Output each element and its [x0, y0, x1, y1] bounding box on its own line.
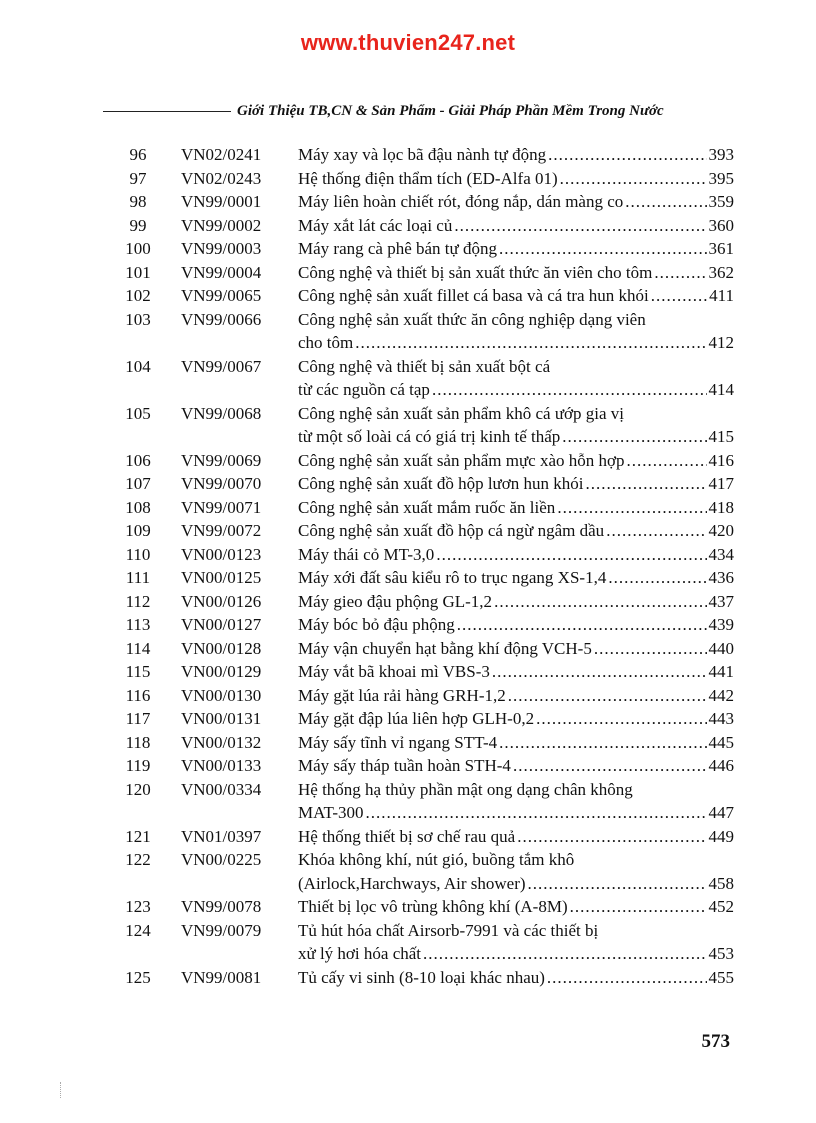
- entry-title-line: [298, 472, 734, 496]
- entry-number: 119: [125, 756, 151, 775]
- entry-title-text: Máy liên hoàn chiết rót, đóng nắp, dán màng co: [298, 192, 624, 211]
- entry-title-text: Công nghệ sản xuất đồ hộp cá ngừ ngâm dầu: [298, 521, 605, 540]
- toc-row: [0, 919, 816, 966]
- entry-page-number: 455: [708, 967, 734, 987]
- toc-row: [0, 778, 816, 825]
- toc-row: [0, 684, 816, 708]
- entry-title-line: [298, 613, 734, 637]
- entry-title-text: Máy sấy tháp tuần hoàn STH-4: [298, 756, 511, 775]
- entry-title: [298, 261, 734, 285]
- entry-page-number: 449: [708, 826, 734, 846]
- entry-title: [298, 895, 734, 919]
- entry-page-number: 436: [708, 568, 734, 587]
- entry-number: 104: [125, 356, 151, 376]
- toc-row: [0, 966, 816, 990]
- toc-row: [0, 848, 816, 895]
- entry-page-number: 441: [708, 662, 734, 681]
- entry-code: VN99/0065: [181, 286, 262, 305]
- entry-title: [298, 402, 734, 449]
- entry-title-line: Công nghệ sản xuất sản phẩm khô cá ướp gia vị: [298, 403, 625, 423]
- dot-leader: [625, 190, 706, 214]
- entry-title: [298, 613, 734, 637]
- dot-leader: [454, 214, 706, 238]
- dot-leader: [457, 613, 707, 637]
- entry-number: 122: [125, 850, 151, 869]
- entry-page-number: 439: [708, 615, 734, 634]
- entry-title-line: [298, 801, 734, 825]
- entry-title-text: Thiết bị lọc vô trùng không khí (A-8M): [298, 897, 568, 916]
- entry-page-number: 416: [708, 450, 734, 470]
- entry-number: 100: [125, 239, 151, 258]
- entry-code: VN99/0079: [181, 920, 262, 940]
- entry-title-line: [298, 825, 734, 849]
- entry-number: 102: [125, 286, 151, 305]
- entry-title-line: [298, 284, 734, 308]
- entry-number: 96: [129, 145, 147, 164]
- entry-title: [298, 919, 734, 966]
- entry-title-text: Máy rang cà phê bán tự động: [298, 239, 497, 258]
- entry-title: [298, 237, 734, 261]
- entry-number: 101: [125, 262, 151, 282]
- entry-title-text: MAT-300: [298, 803, 364, 822]
- entry-title-line: [298, 425, 734, 449]
- entry-code: VN00/0133: [181, 756, 262, 775]
- entry-code: VN00/0334: [181, 779, 262, 799]
- toc-row: [0, 519, 816, 543]
- toc-row: [0, 707, 816, 731]
- entry-page-number: 411: [709, 286, 734, 305]
- entry-number: 99: [129, 215, 147, 235]
- entry-code: VN00/0127: [181, 615, 262, 634]
- entry-code: VN00/0129: [181, 662, 262, 681]
- toc-row: [0, 895, 816, 919]
- entry-code: VN99/0068: [181, 403, 262, 423]
- entry-code: VN99/0003: [181, 239, 262, 258]
- entry-title-text: từ một số loài cá có giá trị kinh tế thấp: [298, 427, 561, 446]
- dot-leader: [499, 237, 707, 261]
- toc-row: [0, 637, 816, 661]
- entry-title-text: Công nghệ sản xuất fillet cá basa và cá tra hun khói: [298, 286, 649, 305]
- dot-leader: [606, 519, 706, 543]
- dot-leader: [508, 684, 707, 708]
- dot-leader: [536, 707, 706, 731]
- toc-row: [0, 660, 816, 684]
- entry-title: [298, 966, 734, 990]
- entry-title-line: [298, 660, 734, 684]
- entry-title-text: Công nghệ sản xuất đồ hộp lươn hun khói: [298, 474, 584, 493]
- toc-row: [0, 825, 816, 849]
- entry-number: 118: [125, 732, 151, 752]
- entry-title: [298, 496, 734, 520]
- dot-leader: [651, 284, 707, 308]
- toc-row: [0, 754, 816, 778]
- header-rule: [103, 111, 231, 112]
- entry-title-text: Máy gặt lúa rải hàng GRH-1,2: [298, 685, 506, 705]
- toc-row: [0, 355, 816, 402]
- dot-leader: [548, 143, 706, 167]
- scan-margin-mark: [60, 1082, 63, 1098]
- entry-page-number: 417: [708, 474, 734, 493]
- entry-title: [298, 355, 734, 402]
- entry-title: [298, 143, 734, 167]
- entry-number: 109: [125, 521, 151, 540]
- entry-code: VN99/0070: [181, 474, 262, 493]
- dot-leader: [570, 895, 707, 919]
- entry-code: VN02/0243: [181, 168, 262, 188]
- entry-title-text: Công nghệ sản xuất mắm ruốc ăn liền: [298, 497, 556, 517]
- entry-page-number: 418: [708, 497, 734, 517]
- entry-title-line: Công nghệ và thiết bị sản xuất bột cá: [298, 356, 551, 376]
- entry-title-text: Hệ thống điện thẩm tích (ED-Alfa 01): [298, 168, 558, 188]
- entry-code: VN99/0067: [181, 356, 262, 376]
- entry-title-line: [298, 684, 734, 708]
- entry-number: 103: [125, 309, 151, 329]
- dot-leader: [585, 472, 706, 496]
- entry-number: 105: [125, 403, 151, 423]
- entry-title-text: Máy bóc bỏ đậu phộng: [298, 615, 455, 634]
- entry-title-line: [298, 261, 734, 285]
- running-header: [103, 102, 816, 126]
- entry-number: 113: [125, 615, 151, 634]
- entry-code: VN00/0131: [181, 709, 262, 728]
- entry-page-number: 453: [708, 944, 734, 963]
- dot-leader: [513, 754, 707, 778]
- entry-title-text: (Airlock,Harchways, Air shower): [298, 873, 526, 893]
- entry-title-line: [298, 167, 734, 191]
- entry-code: VN00/0123: [181, 544, 262, 564]
- entry-title-line: [298, 449, 734, 473]
- entry-title: [298, 519, 734, 543]
- entry-number: 115: [125, 662, 151, 681]
- entry-title-line: [298, 566, 734, 590]
- entry-page-number: 362: [708, 262, 734, 282]
- table-of-contents: [0, 143, 816, 989]
- dot-leader: [560, 167, 707, 191]
- entry-title: [298, 731, 734, 755]
- entry-title-text: Máy vận chuyển hạt bằng khí động VCH-5: [298, 638, 592, 658]
- entry-code: VN02/0241: [181, 145, 262, 164]
- entry-title-line: [298, 731, 734, 755]
- dot-leader: [557, 496, 706, 520]
- entry-code: VN00/0132: [181, 732, 262, 752]
- entry-code: VN00/0225: [181, 850, 262, 869]
- entry-code: VN99/0069: [181, 450, 262, 470]
- entry-page-number: 458: [708, 873, 734, 893]
- toc-row: [0, 167, 816, 191]
- entry-title-line: [298, 190, 734, 214]
- entry-title-text: Máy sấy tĩnh vỉ ngang STT-4: [298, 732, 498, 752]
- entry-title-text: Máy xay và lọc bã đậu nành tự động: [298, 145, 547, 164]
- toc-row: [0, 284, 816, 308]
- entry-page-number: 420: [708, 521, 734, 540]
- entry-title-text: từ các nguồn cá tạp: [298, 380, 430, 399]
- toc-row: [0, 496, 816, 520]
- entry-title-text: Máy gieo đậu phộng GL-1,2: [298, 591, 493, 611]
- entry-number: 117: [125, 709, 151, 728]
- entry-page-number: 415: [708, 427, 734, 446]
- entry-title-line: [298, 496, 734, 520]
- entry-title: [298, 449, 734, 473]
- entry-number: 116: [125, 685, 151, 705]
- entry-code: VN99/0081: [181, 967, 262, 987]
- dot-leader: [355, 331, 706, 355]
- dot-leader: [594, 637, 707, 661]
- entry-title-line: [298, 707, 734, 731]
- entry-title-line: [298, 543, 734, 567]
- entry-code: VN99/0078: [181, 897, 262, 916]
- entry-title-text: Máy thái cỏ MT-3,0: [298, 544, 435, 564]
- dot-leader: [608, 566, 706, 590]
- entry-title-line: [298, 895, 734, 919]
- entry-number: 110: [125, 544, 151, 564]
- entry-number: 120: [125, 779, 151, 799]
- dot-leader: [562, 425, 706, 449]
- dot-leader: [494, 590, 706, 614]
- entry-title-line: [298, 237, 734, 261]
- toc-row: [0, 190, 816, 214]
- entry-title-line: [298, 966, 734, 990]
- toc-row: [0, 472, 816, 496]
- toc-row: [0, 731, 816, 755]
- toc-row: [0, 261, 816, 285]
- toc-row: [0, 308, 816, 355]
- entry-title: [298, 848, 734, 895]
- entry-title: [298, 778, 734, 825]
- entry-title: [298, 284, 734, 308]
- entry-number: 112: [125, 591, 151, 611]
- toc-row: [0, 613, 816, 637]
- entry-number: 111: [125, 568, 151, 587]
- toc-row: [0, 590, 816, 614]
- entry-page-number: 434: [708, 544, 734, 564]
- entry-title-line: [298, 378, 734, 402]
- entry-title-text: Máy vắt bã khoai mì VBS-3: [298, 662, 490, 681]
- toc-row: [0, 543, 816, 567]
- entry-title: [298, 754, 734, 778]
- entry-title-line: [298, 590, 734, 614]
- entry-title-line: [298, 872, 734, 896]
- entry-page-number: 361: [708, 239, 734, 258]
- entry-code: VN99/0004: [181, 262, 262, 282]
- entry-number: 98: [129, 192, 147, 211]
- entry-title: [298, 684, 734, 708]
- entry-title: [298, 472, 734, 496]
- entry-title-line: [298, 214, 734, 238]
- entry-number: 108: [125, 497, 151, 517]
- dot-leader: [366, 801, 707, 825]
- entry-title-text: Hệ thống thiết bị sơ chế rau quả: [298, 826, 516, 846]
- entry-number: 97: [129, 168, 147, 188]
- dot-leader: [517, 825, 706, 849]
- entry-code: VN00/0130: [181, 685, 262, 705]
- toc-row: [0, 143, 816, 167]
- entry-number: 121: [125, 826, 151, 846]
- entry-title-text: xử lý hơi hóa chất: [298, 944, 422, 963]
- toc-row: [0, 449, 816, 473]
- entry-title-line: [298, 331, 734, 355]
- toc-row: [0, 566, 816, 590]
- entry-code: VN99/0066: [181, 309, 262, 329]
- entry-title: [298, 214, 734, 238]
- entry-page-number: 446: [708, 756, 734, 775]
- entry-page-number: 442: [708, 685, 734, 705]
- entry-code: VN99/0002: [181, 215, 262, 235]
- entry-page-number: 360: [708, 215, 734, 235]
- entry-title-line: Công nghệ sản xuất thức ăn công nghiệp dạng viên: [298, 309, 646, 329]
- toc-row: [0, 214, 816, 238]
- entry-title: [298, 190, 734, 214]
- entry-page-number: 359: [708, 192, 734, 211]
- entry-page-number: 447: [708, 803, 734, 822]
- entry-page-number: 393: [708, 145, 734, 164]
- entry-title: [298, 637, 734, 661]
- entry-number: 124: [125, 920, 151, 940]
- entry-title-line: [298, 519, 734, 543]
- entry-page-number: 414: [708, 380, 734, 399]
- entry-code: VN99/0001: [181, 192, 262, 211]
- entry-number: 114: [125, 638, 151, 658]
- entry-page-number: 440: [708, 638, 734, 658]
- entry-title-text: Máy gặt đập lúa liên hợp GLH-0,2: [298, 709, 535, 728]
- entry-title-text: Công nghệ sản xuất sản phẩm mực xào hỗn hợp: [298, 450, 625, 470]
- entry-number: 106: [125, 450, 151, 470]
- page-number: 573: [701, 1031, 730, 1052]
- entry-title: [298, 543, 734, 567]
- entry-page-number: 437: [708, 591, 734, 611]
- entry-title-line: Tủ hút hóa chất Airsorb-7991 và các thiết bị: [298, 920, 599, 940]
- entry-title-line: [298, 143, 734, 167]
- dot-leader: [547, 966, 707, 990]
- toc-row: [0, 237, 816, 261]
- entry-title-line: [298, 754, 734, 778]
- entry-number: 107: [125, 474, 151, 493]
- entry-code: VN99/0071: [181, 497, 262, 517]
- entry-title-line: Hệ thống hạ thủy phần mật ong dạng chân không: [298, 779, 633, 799]
- entry-title: [298, 566, 734, 590]
- entry-page-number: 445: [708, 732, 734, 752]
- dot-leader: [654, 261, 706, 285]
- entry-code: VN99/0072: [181, 521, 262, 540]
- dot-leader: [423, 942, 706, 966]
- entry-number: 123: [125, 897, 151, 916]
- entry-page-number: 412: [708, 333, 734, 352]
- entry-title-text: cho tôm: [298, 333, 354, 352]
- entry-page-number: 443: [708, 709, 734, 728]
- entry-title-line: [298, 637, 734, 661]
- running-header-title: Giới Thiệu TB,CN & Sản Phẩm - Giải Pháp Phần Mềm Trong Nước: [237, 102, 664, 119]
- toc-row: [0, 402, 816, 449]
- entry-code: VN01/0397: [181, 826, 262, 846]
- entry-title: [298, 707, 734, 731]
- entry-page-number: 452: [708, 897, 734, 916]
- entry-code: VN00/0126: [181, 591, 262, 611]
- entry-code: VN00/0128: [181, 638, 262, 658]
- entry-title-text: Tủ cấy vi sinh (8-10 loại khác nhau): [298, 967, 545, 987]
- entry-title: [298, 308, 734, 355]
- site-url[interactable]: www.thuvien247.net: [300, 30, 516, 55]
- entry-page-number: 395: [708, 168, 734, 188]
- dot-leader: [627, 449, 707, 473]
- entry-title: [298, 167, 734, 191]
- entry-number: 125: [125, 967, 151, 987]
- dot-leader: [436, 543, 706, 567]
- entry-code: VN00/0125: [181, 568, 262, 587]
- dot-leader: [528, 872, 707, 896]
- entry-title-text: Máy xới đất sâu kiểu rô to trục ngang XS-1,4: [298, 568, 607, 587]
- dot-leader: [499, 731, 706, 755]
- entry-title-text: Máy xắt lát các loại củ: [298, 215, 453, 235]
- entry-title: [298, 660, 734, 684]
- entry-title-line: [298, 942, 734, 966]
- entry-title-text: Công nghệ và thiết bị sản xuất thức ăn viên cho tôm: [298, 262, 653, 282]
- dot-leader: [432, 378, 707, 402]
- entry-title: [298, 825, 734, 849]
- entry-title: [298, 590, 734, 614]
- dot-leader: [492, 660, 707, 684]
- entry-title-line: Khóa không khí, nút gió, buồng tắm khô: [298, 850, 575, 869]
